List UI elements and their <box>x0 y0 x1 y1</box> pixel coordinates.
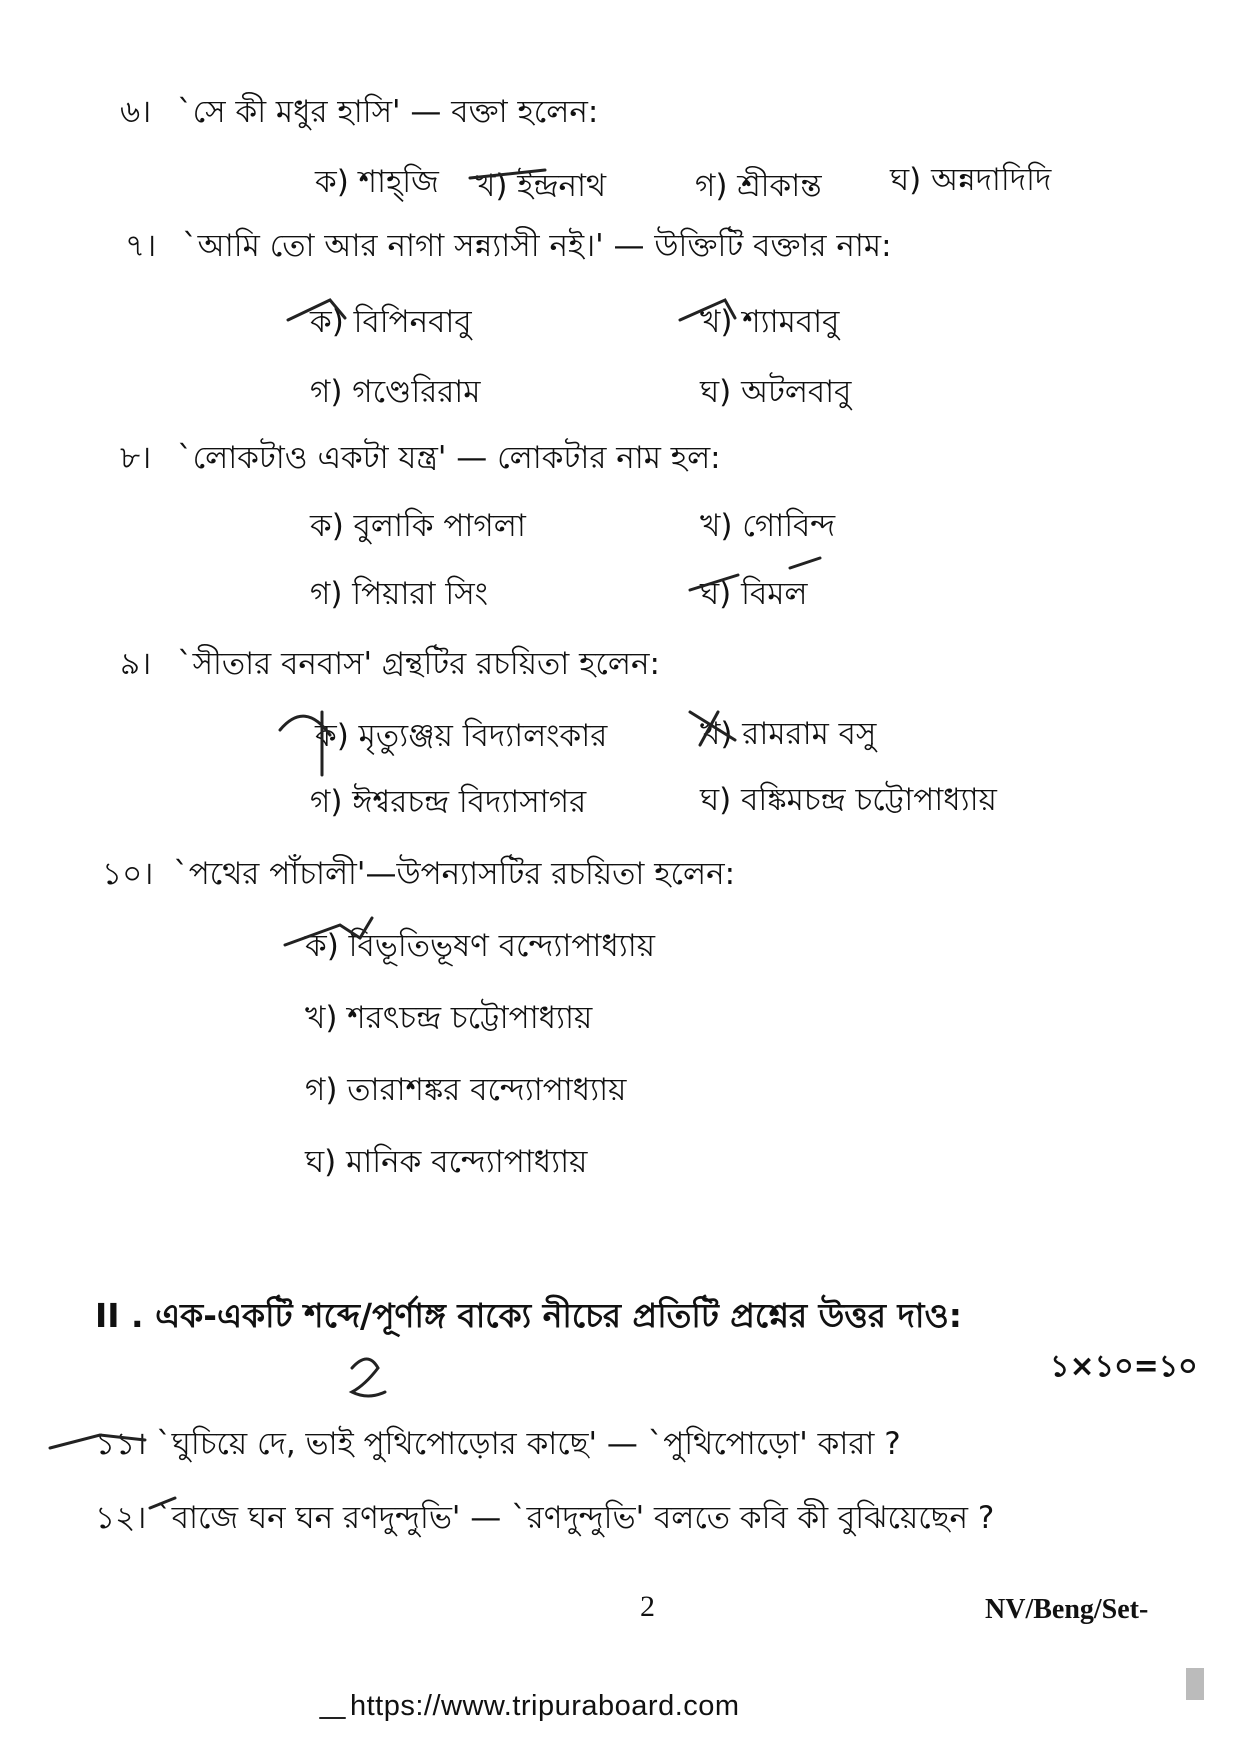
option: ক) বুলাকি পাগলা <box>310 508 526 544</box>
handwritten-mark <box>352 1359 385 1396</box>
question-text: `লোকটাও একটা যন্ত্র' — লোকটার নাম হল: <box>177 440 721 476</box>
strike-mark <box>470 170 545 178</box>
question-number: ৬। <box>120 94 152 130</box>
option: খ) ইন্দ্রনাথ <box>475 168 607 204</box>
question-text: `সে কী মধুর হাসি' — বক্তা হলেন: <box>177 94 599 130</box>
tick-mark <box>288 300 345 320</box>
tick-mark <box>690 712 735 740</box>
option: গ) শ্রীকান্ত <box>695 168 822 204</box>
option: ক) মৃত্যুঞ্জয় বিদ্যালংকার <box>315 718 608 754</box>
option: খ) শ্যামবাবু <box>700 304 840 340</box>
question-11: ১১। `ঘুচিয়ে দে, ভাই পুথিপোড়োর কাছে' — `পুথিপোড়ো' কারা ? <box>95 1426 901 1462</box>
question-number: ১০। <box>102 856 154 892</box>
option: খ) শরৎচন্দ্র চট্টোপাধ্যায় <box>305 1000 593 1036</box>
question-number: ৯। <box>120 646 152 682</box>
option: গ) ঈশ্বরচন্দ্র বিদ্যাসাগর <box>310 784 587 820</box>
option: ঘ) বঙ্কিমচন্দ্র চট্টোপাধ্যায় <box>700 782 997 818</box>
page-number: 2 <box>640 1590 655 1623</box>
question-text: `আমি তো আর নাগা সন্ন্যাসী নই।' — উক্তিটি বক্তার নাম: <box>182 228 892 264</box>
question-number: ৮। <box>120 440 152 476</box>
option: গ) পিয়ারা সিং <box>310 576 489 612</box>
question-number: ৭। <box>125 228 157 264</box>
footer-url: https://www.tripuraboard.com <box>350 1690 740 1722</box>
tick-mark <box>150 1498 175 1508</box>
option: খ) রামরাম বসু <box>700 716 877 752</box>
question-text: `পথের পাঁচালী'—উপন্যাসটির রচয়িতা হলেন: <box>173 856 736 892</box>
option: গ) তারাশঙ্কর বন্দ্যোপাধ্যায় <box>305 1072 627 1108</box>
question-text: `সীতার বনবাস' গ্রন্থটির রচয়িতা হলেন: <box>177 646 660 682</box>
question-12: ১২। `বাজে ঘন ঘন রণদুন্দুভি' — `রণদুন্দুভি' বলতে কবি কী বুঝিয়েছেন ? <box>95 1500 995 1536</box>
option: ক) বিপিনবাবু <box>310 304 472 340</box>
option: ক) বিভূতিভূষণ বন্দ্যোপাধ্যায় <box>305 928 655 964</box>
tick-mark <box>790 558 820 568</box>
tick-mark <box>360 918 372 938</box>
tick-mark <box>50 1435 145 1448</box>
option: ঘ) বিমল <box>700 576 808 612</box>
section-heading: II . এক-একটি শব্দে/পূর্ণাঙ্গ বাক্যে নীচের প্রতিটি প্রশ্নের উত্তর দাও: <box>95 1296 962 1335</box>
marks-label: ১×১০=১০ <box>1050 1349 1198 1384</box>
option: ঘ) অটলবাবু <box>700 374 852 410</box>
option: ক) শাহ্‌জি <box>315 164 439 200</box>
option: খ) গোবিন্দ <box>700 508 836 544</box>
scan-artifact <box>1186 1668 1204 1700</box>
tick-mark <box>680 300 735 320</box>
option: ঘ) মানিক বন্দ্যোপাধ্যায় <box>305 1144 588 1180</box>
tick-mark <box>285 925 360 945</box>
option: গ) গণ্ডেরিরাম <box>310 374 481 410</box>
tick-mark <box>690 575 738 590</box>
paper-code: NV/Beng/Set- <box>985 1594 1149 1625</box>
option: ঘ) অন্নদাদিদি <box>890 162 1052 198</box>
